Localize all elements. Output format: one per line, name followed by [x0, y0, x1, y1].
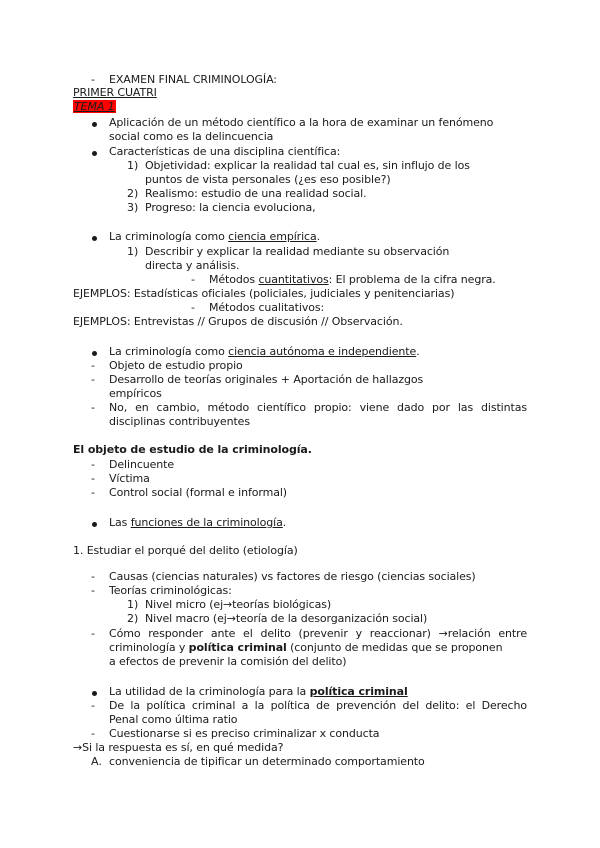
- text-line: Métodos cuantitativos: El problema de la cifra negra.: [209, 273, 496, 286]
- text-line: No, en cambio, método científico propio: viene dado por las distintas: [109, 401, 527, 414]
- text-line: Causas (ciencias naturales) vs factores de riesgo (ciencias sociales): [109, 570, 476, 583]
- document-title: EXAMEN FINAL CRIMINOLOGÍA:: [109, 73, 277, 86]
- letter-marker: A.: [91, 755, 102, 768]
- dash-marker: -: [91, 699, 95, 712]
- text-line: empíricos: [109, 387, 162, 400]
- text-line: Nivel macro (ej→teoría de la desorganización social): [145, 612, 428, 625]
- text-line: Penal como última ratio: [109, 713, 238, 726]
- text-line: Cómo responder ante el delito (prevenir y reaccionar) →relación entre: [109, 627, 527, 640]
- dash-marker: -: [91, 486, 95, 499]
- text-line: Métodos cualitativos:: [209, 301, 325, 314]
- text-line: EJEMPLOS: Estadísticas oficiales (policiales, judiciales y penitenciarias): [73, 287, 455, 300]
- number-marker: 3): [127, 201, 139, 214]
- text-line: criminología y política criminal (conjunto de medidas que se proponen: [109, 641, 503, 654]
- text-line: social como es la delincuencia: [109, 130, 274, 143]
- text-line: Nivel micro (ej→teorías biológicas): [145, 598, 332, 611]
- text-line: disciplinas contribuyentes: [109, 415, 250, 428]
- number-marker: 2): [127, 187, 139, 200]
- text-line: Control social (formal e informal): [109, 486, 287, 499]
- number-marker: 1): [127, 159, 139, 172]
- text-line: Aplicación de un método científico a la hora de examinar un fenómeno: [109, 116, 494, 129]
- highlighted-topic: TEMA 1: [74, 100, 115, 113]
- bullet-icon: [92, 236, 97, 241]
- dash-marker: -: [91, 359, 95, 372]
- bullet-icon: [92, 691, 97, 696]
- text-line: De la política criminal a la política de prevención del delito: el Derecho: [109, 699, 527, 712]
- number-marker: 1): [127, 245, 139, 258]
- text-line: Desarrollo de teorías originales + Aportación de hallazgos: [109, 373, 424, 386]
- text-line: La utilidad de la criminología para la política criminal: [109, 685, 408, 698]
- text-line: Cuestionarse si es preciso criminalizar x conducta: [109, 727, 380, 740]
- text-line: Teorías criminológicas:: [109, 584, 232, 597]
- bullet-icon: [92, 122, 97, 127]
- text-line: Progreso: la ciencia evoluciona,: [145, 201, 316, 214]
- text-line: Objeto de estudio propio: [109, 359, 243, 372]
- text-line: Realismo: estudio de una realidad social.: [145, 187, 367, 200]
- text-line: Características de una disciplina científica:: [109, 145, 341, 158]
- bullet-icon: [92, 151, 97, 156]
- dash-marker: -: [91, 627, 95, 640]
- topic-label: [73, 100, 116, 114]
- bullet-icon: [92, 522, 97, 527]
- text-line: Víctima: [109, 472, 150, 485]
- dash-marker: -: [91, 727, 95, 740]
- text-line: Describir y explicar la realidad mediante su observación: [145, 245, 450, 258]
- dash-marker: -: [91, 401, 95, 414]
- text-line: a efectos de prevenir la comisión del delito): [109, 655, 347, 668]
- text-line: directa y análisis.: [145, 259, 240, 272]
- text-line: →Si la respuesta es sí, en qué medida?: [73, 741, 284, 754]
- dash-marker: -: [91, 458, 95, 471]
- number-marker: 1): [127, 598, 139, 611]
- dash-marker: -: [91, 570, 95, 583]
- section-heading: PRIMER CUATRI: [73, 86, 157, 99]
- dash-marker: -: [91, 73, 95, 86]
- text-line: La criminología como ciencia empírica.: [109, 230, 321, 243]
- text-line: EJEMPLOS: Entrevistas // Grupos de discusión // Observación.: [73, 315, 403, 328]
- text-line: puntos de vista personales (¿es eso posible?): [145, 173, 391, 186]
- dash-marker: -: [91, 373, 95, 386]
- text-line: Las funciones de la criminología.: [109, 516, 287, 529]
- bold-heading: El objeto de estudio de la criminología.: [73, 443, 312, 456]
- dash-marker: -: [191, 273, 195, 286]
- dash-marker: -: [91, 472, 95, 485]
- text-line: Objetividad: explicar la realidad tal cual es, sin influjo de los: [145, 159, 470, 172]
- text-line: conveniencia de tipificar un determinado comportamiento: [109, 755, 425, 768]
- number-marker: 2): [127, 612, 139, 625]
- text-line: Delincuente: [109, 458, 175, 471]
- text-line: 1. Estudiar el porqué del delito (etiología): [73, 544, 298, 557]
- text-line: La criminología como ciencia autónoma e independiente.: [109, 345, 420, 358]
- bullet-icon: [92, 351, 97, 356]
- dash-marker: -: [91, 584, 95, 597]
- dash-marker: -: [191, 301, 195, 314]
